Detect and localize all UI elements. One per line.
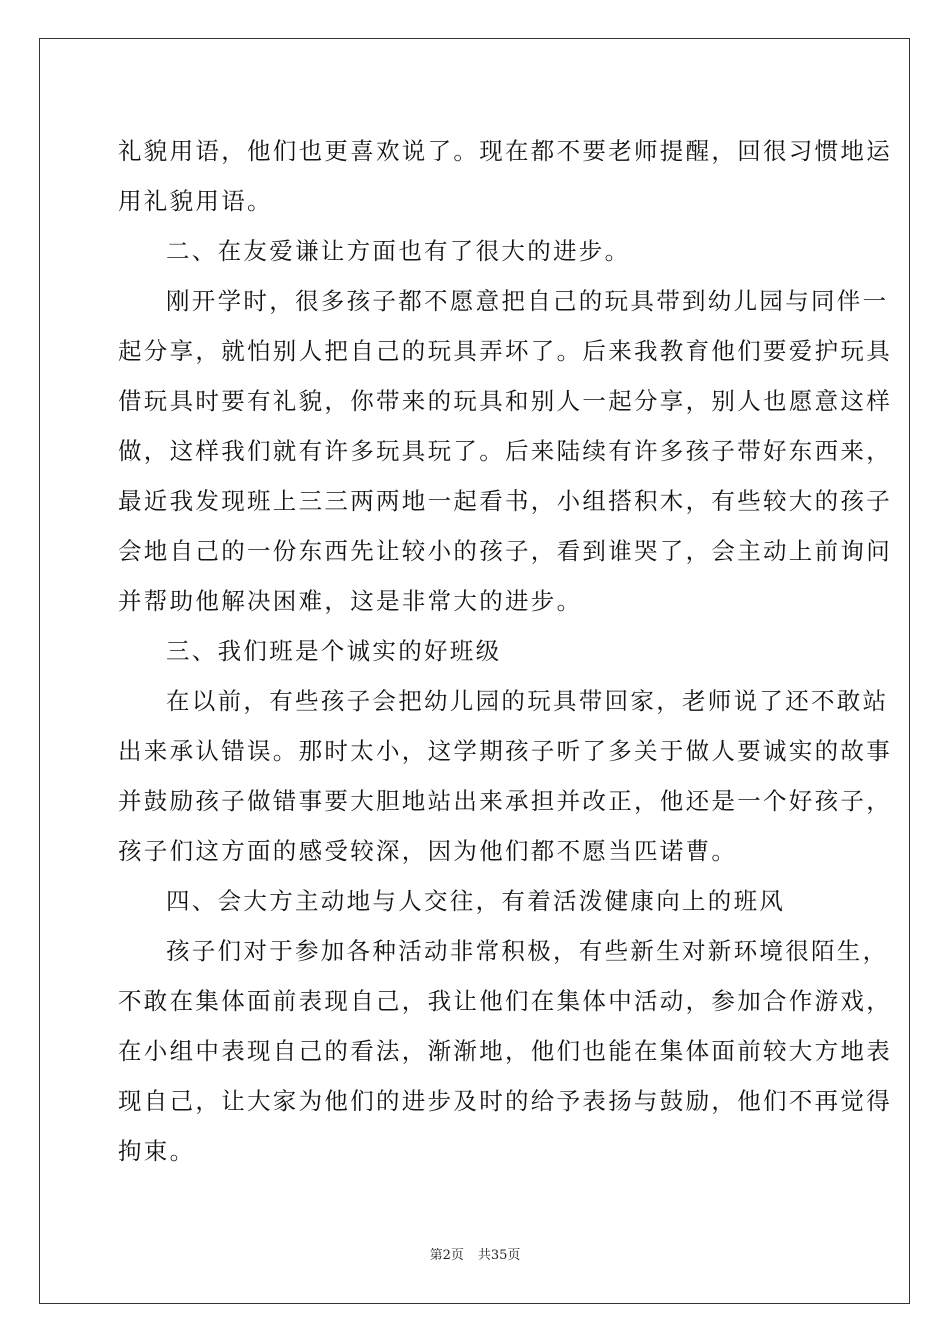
text-line: 起分享，就怕别人把自己的玩具弄坏了。后来我教育他们要爱护玩具 xyxy=(118,337,892,365)
text-line: 借玩具时要有礼貌，你带来的玩具和别人一起分享，别人也愿意这样 xyxy=(118,387,892,415)
section-heading: 二、在友爱谦让方面也有了很大的进步。 xyxy=(166,237,631,265)
section-heading: 三、我们班是个诚实的好班级 xyxy=(166,637,502,665)
page-footer xyxy=(0,1246,950,1266)
paragraph-start: 孩子们对于参加各种活动非常积极，有些新生对新环境很陌生， xyxy=(166,937,889,965)
paragraph-start: 在以前，有些孩子会把幼儿园的玩具带回家，老师说了还不敢站 xyxy=(166,687,889,715)
text-line: 做，这样我们就有许多玩具玩了。后来陆续有许多孩子带好东西来， xyxy=(118,437,892,465)
section-heading: 四、会大方主动地与人交往，有着活泼健康向上的班风 xyxy=(166,887,786,915)
page-number: 第2页 xyxy=(429,1248,464,1263)
text-line: 礼貌用语，他们也更喜欢说了。现在都不要老师提醒，回很习惯地运 xyxy=(118,137,892,165)
text-line: 拘束。 xyxy=(118,1137,196,1165)
text-line: 并帮助他解决困难，这是非常大的进步。 xyxy=(118,587,583,615)
paragraph-start: 刚开学时，很多孩子都不愿意把自己的玩具带到幼儿园与同伴一 xyxy=(166,287,889,315)
document-body xyxy=(118,126,892,1176)
total-pages: 共35页 xyxy=(477,1248,521,1263)
text-line: 出来承认错误。那时太小，这学期孩子听了多关于做人要诚实的故事 xyxy=(118,737,892,765)
text-line: 最近我发现班上三三两两地一起看书，小组搭积木，有些较大的孩子 xyxy=(118,487,892,515)
text-line: 并鼓励孩子做错事要大胆地站出来承担并改正，他还是一个好孩子， xyxy=(118,787,892,815)
text-line: 在小组中表现自己的看法，渐渐地，他们也能在集体面前较大方地表 xyxy=(118,1037,892,1065)
text-line: 不敢在集体面前表现自己，我让他们在集体中活动，参加合作游戏， xyxy=(118,987,892,1015)
text-line: 孩子们这方面的感受较深，因为他们都不愿当匹诺曹。 xyxy=(118,837,738,865)
text-line: 会地自己的一份东西先让较小的孩子，看到谁哭了，会主动上前询问 xyxy=(118,537,892,565)
text-line: 现自己，让大家为他们的进步及时的给予表扬与鼓励，他们不再觉得 xyxy=(118,1087,892,1115)
text-line: 用礼貌用语。 xyxy=(118,187,273,215)
